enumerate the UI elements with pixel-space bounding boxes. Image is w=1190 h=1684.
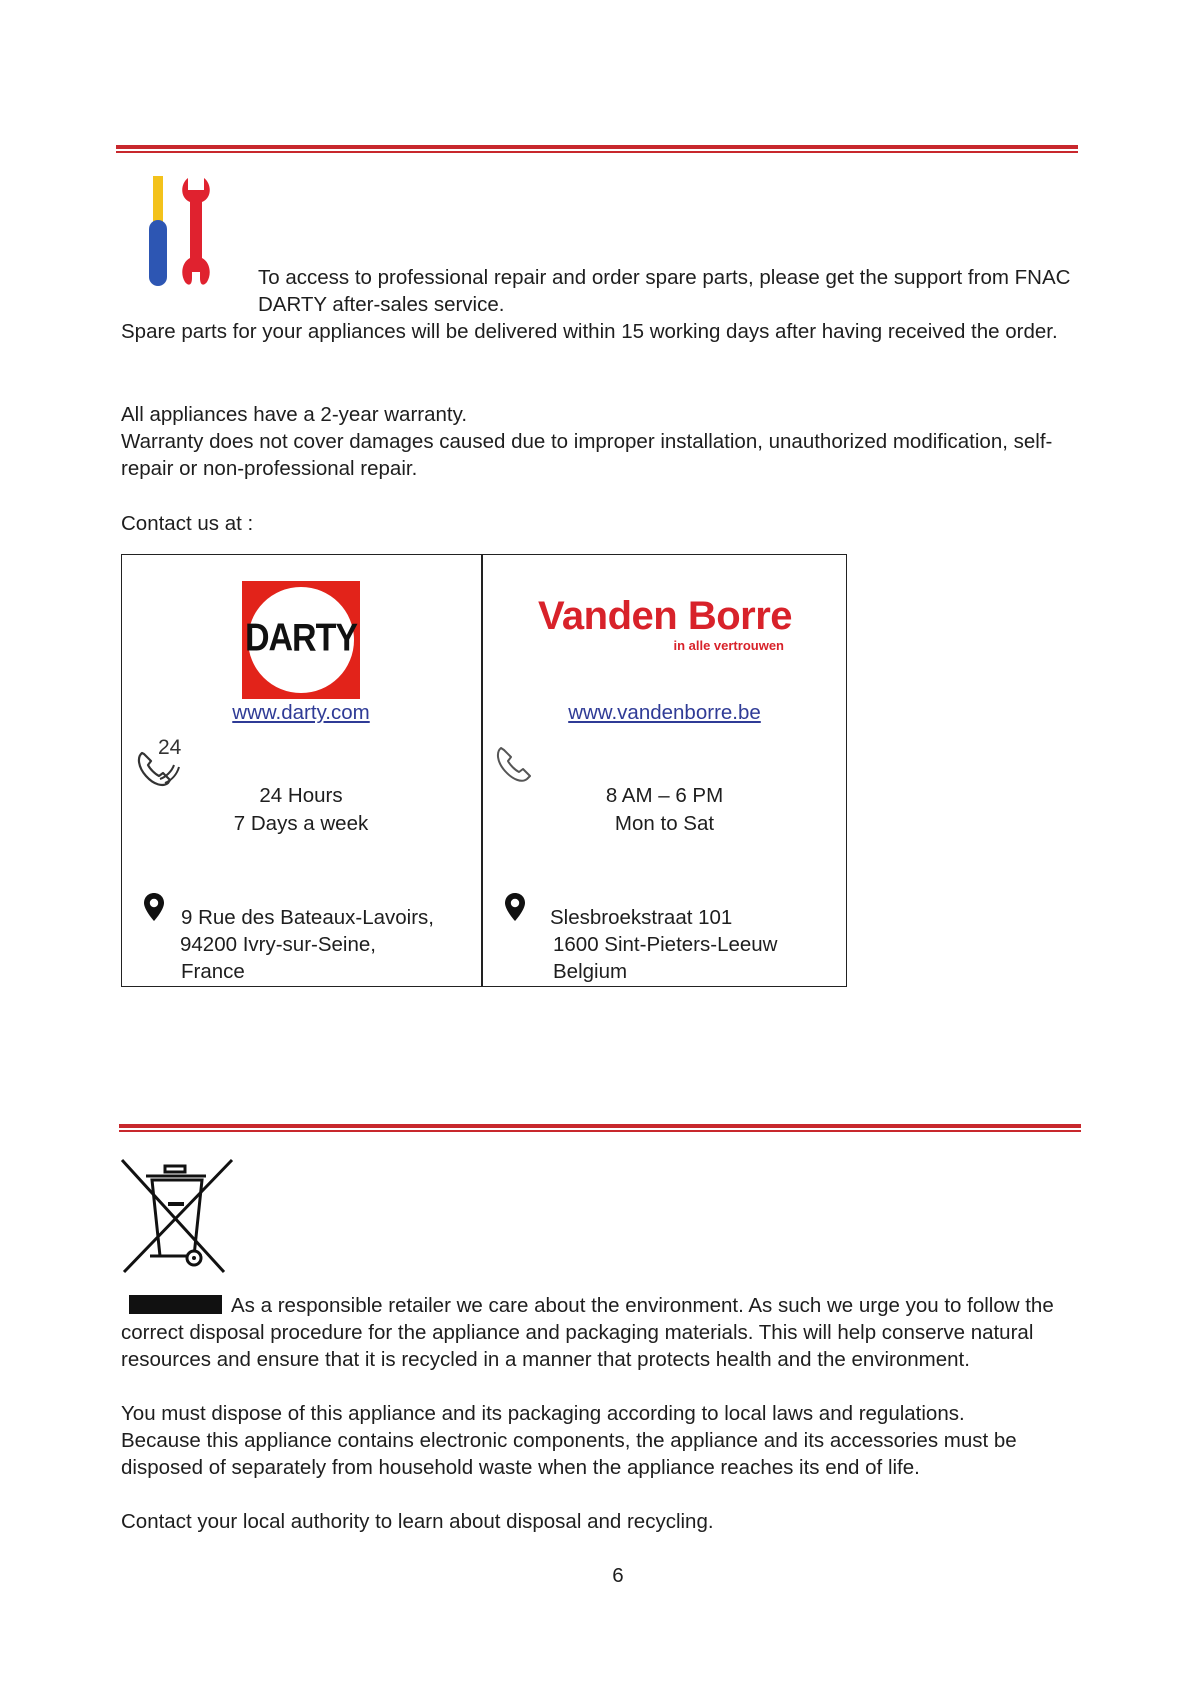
darty-address-line1: 9 Rue des Bateaux-Lavoirs, bbox=[181, 906, 434, 929]
vandenborre-logo-text: Vanden Borre bbox=[537, 594, 793, 638]
warranty-line1: All appliances have a 2-year warranty. bbox=[121, 403, 468, 426]
environment-line1: As a responsible retailer we care about the environment. As such we urge you to follow the bbox=[231, 1294, 1054, 1317]
vandenborre-logo-tagline: in alle vertrouwen bbox=[673, 638, 784, 653]
darty-hours-line2: 7 Days a week bbox=[233, 812, 369, 835]
vandenborre-hours-line2: Mon to Sat bbox=[614, 812, 715, 835]
repair-text-line1: To access to professional repair and order spare parts, please get the support from FNAC bbox=[258, 266, 1071, 289]
page-number: 6 bbox=[612, 1564, 624, 1587]
vandenborre-address-line3: Belgium bbox=[553, 960, 628, 983]
repair-text-line2: DARTY after-sales service. bbox=[258, 293, 505, 316]
environment-line2: correct disposal procedure for the appliance and packaging materials. This will help conserve natural bbox=[121, 1321, 1034, 1344]
environment-line5: Because this appliance contains electronic components, the appliance and its accessories must be bbox=[121, 1429, 1017, 1452]
top-divider bbox=[116, 145, 1078, 149]
vandenborre-address-line1: Slesbroekstraat 101 bbox=[550, 906, 733, 929]
phone-24-badge: 24 bbox=[158, 736, 182, 759]
vandenborre-hours-line1: 8 AM – 6 PM bbox=[605, 784, 724, 807]
darty-address-line3: France bbox=[181, 960, 245, 983]
repair-text-line3: Spare parts for your appliances will be delivered within 15 working days after having received the order. bbox=[121, 320, 1058, 343]
crossed-out-bin-icon bbox=[120, 1158, 234, 1274]
vandenborre-website-link[interactable]: www.vandenborre.be bbox=[568, 701, 761, 724]
environment-line4: You must dispose of this appliance and its packaging according to local laws and regulations. bbox=[121, 1402, 965, 1425]
vandenborre-address-line2: 1600 Sint-Pieters-Leeuw bbox=[553, 933, 778, 956]
warranty-line3: repair or non-professional repair. bbox=[121, 457, 418, 480]
warranty-line2: Warranty does not cover damages caused due to improper installation, unauthorized modification, self- bbox=[121, 430, 1053, 453]
bottom-divider bbox=[119, 1124, 1081, 1128]
environment-line3: resources and ensure that it is recycled in a manner that protects health and the environment. bbox=[121, 1348, 970, 1371]
weee-bar bbox=[129, 1295, 222, 1314]
vandenborre-logo bbox=[520, 594, 810, 653]
tools-icon bbox=[148, 174, 220, 290]
bottom-divider-thin bbox=[119, 1130, 1081, 1132]
darty-website-link[interactable]: www.darty.com bbox=[232, 701, 370, 724]
contact-label: Contact us at : bbox=[121, 512, 254, 535]
darty-logo bbox=[242, 581, 360, 699]
darty-address-line2: 94200 Ivry-sur-Seine, bbox=[180, 933, 376, 956]
top-divider-thin bbox=[116, 151, 1078, 153]
darty-hours-line1: 24 Hours bbox=[259, 784, 343, 807]
environment-line6: disposed of separately from household waste when the appliance reaches its end of life. bbox=[121, 1456, 920, 1479]
darty-logo-text: DARTY bbox=[244, 616, 358, 660]
vandenborre-location-pin-icon bbox=[504, 892, 526, 922]
contact-table-divider bbox=[481, 554, 483, 987]
environment-line7: Contact your local authority to learn about disposal and recycling. bbox=[121, 1510, 714, 1533]
darty-location-pin-icon bbox=[143, 892, 165, 922]
phone-icon bbox=[494, 744, 536, 786]
